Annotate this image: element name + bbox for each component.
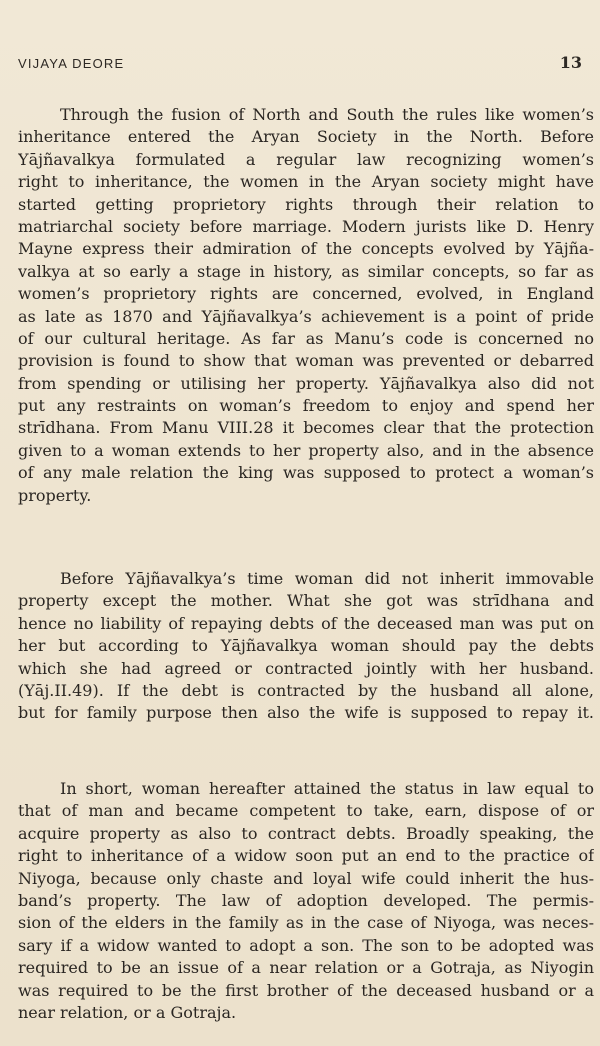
text-line: as late as 1870 and Yājñavalkya’s achievement is a point of pride (18, 306, 594, 326)
text-line: inheritance entered the Aryan Society in the North. Before (18, 127, 594, 147)
text-line: put any restraints on woman’s freedom to enjoy and spend her (18, 396, 594, 416)
text-line: of our cultural heritage. As far as Manu’s code is concerned no (18, 328, 594, 348)
text-line: her but according to Yājñavalkya woman should pay the debts (18, 636, 594, 656)
text-line: which she had agreed or contracted jointly with her husband. (18, 658, 594, 678)
text-line: hence no liability of repaying debts of the deceased man was put on (18, 613, 594, 633)
text-line: Mayne express their admiration of the concepts evolved by Yājña- (18, 239, 594, 259)
text-line: started getting proprietory rights through their relation to (18, 194, 594, 214)
text-line: but for family purpose then also the wife is supposed to repay it. (18, 703, 594, 723)
paragraph-debts (18, 568, 594, 725)
text-line: Through the fusion of North and South the rules like women’s (60, 105, 594, 124)
running-head: VIJAYA DEORE (18, 56, 125, 71)
text-line: right to inheritance of a widow soon put an end to the practice of (18, 846, 594, 866)
text-line: provision is found to show that woman was prevented or debarred (18, 351, 594, 371)
text-line: near relation, or a Gotraja. (18, 1002, 237, 1022)
text-line: Yājñavalkya formulated a regular law recognizing women’s (18, 149, 594, 169)
text-line: from spending or utilising her property. Yājñavalkya also did not (18, 373, 594, 393)
text-line: (Yāj.II.49). If the debt is contracted by the husband all alone, (18, 680, 594, 700)
paragraph-inheritance (18, 104, 594, 507)
text-line: right to inheritance, the women in the Aryan society might have (18, 172, 594, 192)
text-line: of any male relation the king was supposed to protect a woman’s (18, 463, 594, 483)
paragraph-status (18, 778, 594, 1024)
text-line: given to a woman extends to her property also, and in the absence (18, 440, 594, 460)
text-line: strīdhana. From Manu VIII.28 it becomes clear that the protection (18, 418, 594, 438)
text-line: acquire property as also to contract debts. Broadly speaking, the (18, 823, 594, 843)
text-line: matriarchal society before marriage. Modern jurists like D. Henry (18, 216, 594, 236)
text-line: that of man and became competent to take, earn, dispose of or (18, 801, 594, 821)
text-line: valkya at so early a stage in history, as similar concepts, so far as (18, 261, 594, 281)
text-line: was required to be the first brother of the deceased husband or a (18, 980, 594, 1000)
text-line: required to be an issue of a near relation or a Gotraja, as Niyogin (18, 958, 594, 978)
text-line: sion of the elders in the family as in the case of Niyoga, was neces- (18, 913, 594, 933)
text-line: Niyoga, because only chaste and loyal wife could inherit the hus- (18, 868, 594, 888)
text-line: women’s proprietory rights are concerned, evolved, in England (18, 284, 594, 304)
text-line: Before Yājñavalkya’s time woman did not inherit immovable (60, 569, 594, 588)
text-line: In short, woman hereafter attained the status in law equal to (60, 779, 594, 798)
text-line: sary if a widow wanted to adopt a son. The son to be adopted was (18, 935, 594, 955)
text-line: property except the mother. What she got was strīdhana and (18, 591, 594, 611)
text-line: property. (18, 485, 92, 505)
text-line: band’s property. The law of adoption developed. The permis- (18, 890, 594, 910)
page-number: 13 (559, 53, 582, 72)
